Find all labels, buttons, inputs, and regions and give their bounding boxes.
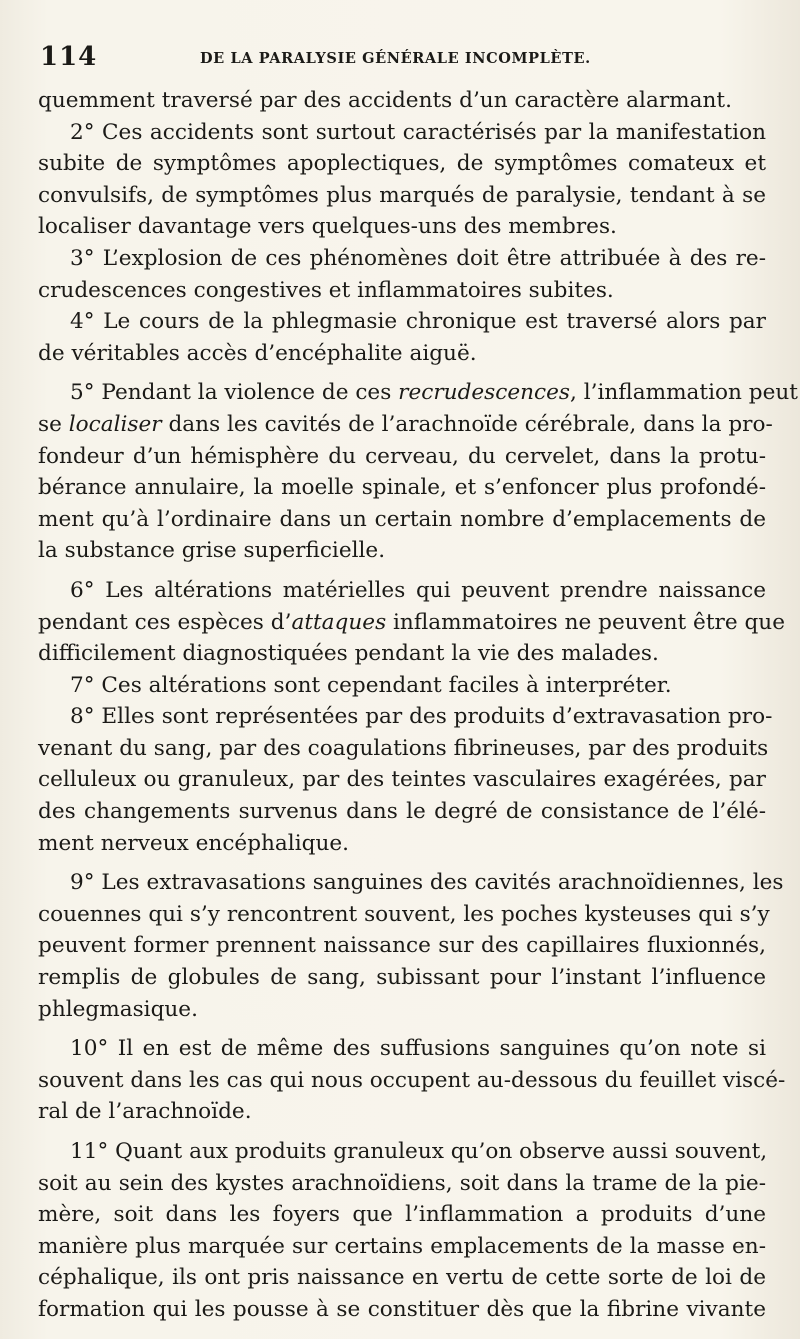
running-head: DE LA PARALYSIE GÉNÉRALE INCOMPLÈTE.	[200, 50, 591, 67]
text-line: fondeur d’un hémisphère du cerveau, du cervelet, dans la protu-	[38, 443, 766, 469]
paragraph-gap	[38, 1025, 766, 1033]
text-line: 8° Elles sont représentées par des produits d’extravasation pro-	[70, 704, 773, 730]
text-line: formation qui les pousse à se constituer dès que la fibrine vivante	[38, 1296, 766, 1322]
paragraph-gap	[38, 859, 766, 867]
italic-term: recrudescences	[398, 380, 570, 406]
italic-term: attaques	[291, 609, 387, 635]
text-line: bérance annulaire, la moelle spinale, et s’enfoncer plus profondé-	[38, 475, 766, 501]
text-run: pendant ces espèces d’	[38, 609, 292, 635]
body-text	[38, 85, 798, 1326]
text-line: peuvent former prennent naissance sur des capillaires fluxionnés,	[38, 933, 766, 959]
text-line: venant du sang, par des coagulations fibrineuses, par des produits	[38, 735, 769, 761]
text-run: , l’inflammation peut	[570, 380, 798, 406]
text-line: ment qu’à l’ordinaire dans un certain nombre d’emplacements de	[38, 506, 766, 532]
text-line: 11° Quant aux produits granuleux qu’on observe aussi souvent,	[70, 1139, 768, 1164]
paragraph-gap	[38, 369, 766, 377]
paragraph-gap	[38, 1128, 766, 1136]
text-line: 7° Ces altérations sont cependant faciles à interpréter.	[70, 672, 672, 698]
text-line: crudescences congestives et inflammatoires subites.	[38, 277, 614, 303]
text-line	[38, 607, 785, 639]
text-run: inflammatoires ne peuvent être que	[386, 609, 785, 635]
text-line: la substance grise superficielle.	[38, 538, 386, 564]
text-run: se	[38, 411, 69, 437]
text-line: ral de l’arachnoïde.	[38, 1099, 252, 1125]
text-line: ment nerveux encéphalique.	[38, 830, 349, 856]
text-line: convulsifs, de symptômes plus marqués de paralysie, tendant à se	[38, 182, 766, 208]
text-line: 6° Les altérations matérielles qui peuvent prendre naissance	[70, 577, 766, 603]
text-line: quemment traversé par des accidents d’un caractère alarmant.	[38, 88, 732, 113]
text-line	[38, 409, 773, 441]
text-line: 10° Il en est de même des suffusions sanguines qu’on note si	[70, 1036, 766, 1062]
text-line: soit au sein des kystes arachnoïdiens, soit dans la trame de la pie-	[38, 1170, 766, 1196]
text-line: remplis de globules de sang, subissant pour l’instant l’influence	[38, 965, 766, 991]
text-run: dans les cavités de l’arachnoïde cérébrale, dans la pro-	[161, 411, 773, 437]
text-line: phlegmasique.	[38, 996, 198, 1022]
page-number: 114	[40, 42, 98, 72]
text-line: souvent dans les cas qui nous occupent au-dessous du feuillet viscé-	[38, 1067, 786, 1093]
text-line: des changements survenus dans le degré de consistance de l’élé-	[38, 799, 766, 825]
text-line: de véritables accès d’encéphalite aiguë.	[38, 340, 477, 366]
text-line: 9° Les extravasations sanguines des cavités arachnoïdiennes, les	[70, 870, 784, 896]
text-line	[38, 377, 798, 409]
text-line: localiser davantage vers quelques-uns des membres.	[38, 214, 617, 240]
text-line: couennes qui s’y rencontrent souvent, les poches kysteuses qui s’y	[38, 901, 770, 927]
text-run: 5° Pendant la violence de ces	[70, 380, 399, 406]
text-line: 4° Le cours de la phlegmasie chronique est traversé alors par	[70, 309, 766, 335]
italic-term: localiser	[68, 411, 162, 437]
text-line: celluleux ou granuleux, par des teintes vasculaires exagérées, par	[38, 767, 766, 793]
text-line: manière plus marquée sur certains emplacements de la masse en-	[38, 1233, 766, 1259]
paragraph-gap	[38, 567, 766, 575]
text-line: difficilement diagnostiquées pendant la vie des malades.	[38, 641, 659, 667]
text-line: 2° Ces accidents sont surtout caractérisés par la manifestation	[70, 119, 766, 145]
text-line: céphalique, ils ont pris naissance en vertu de cette sorte de loi de	[38, 1265, 766, 1291]
text-line: mère, soit dans les foyers que l’inflammation a produits d’une	[38, 1202, 766, 1228]
text-line: 3° L’explosion de ces phénomènes doit être attribuée à des re-	[70, 245, 766, 271]
text-line: subite de symptômes apoplectiques, de symptômes comateux et	[38, 151, 766, 177]
page-header	[40, 42, 780, 74]
